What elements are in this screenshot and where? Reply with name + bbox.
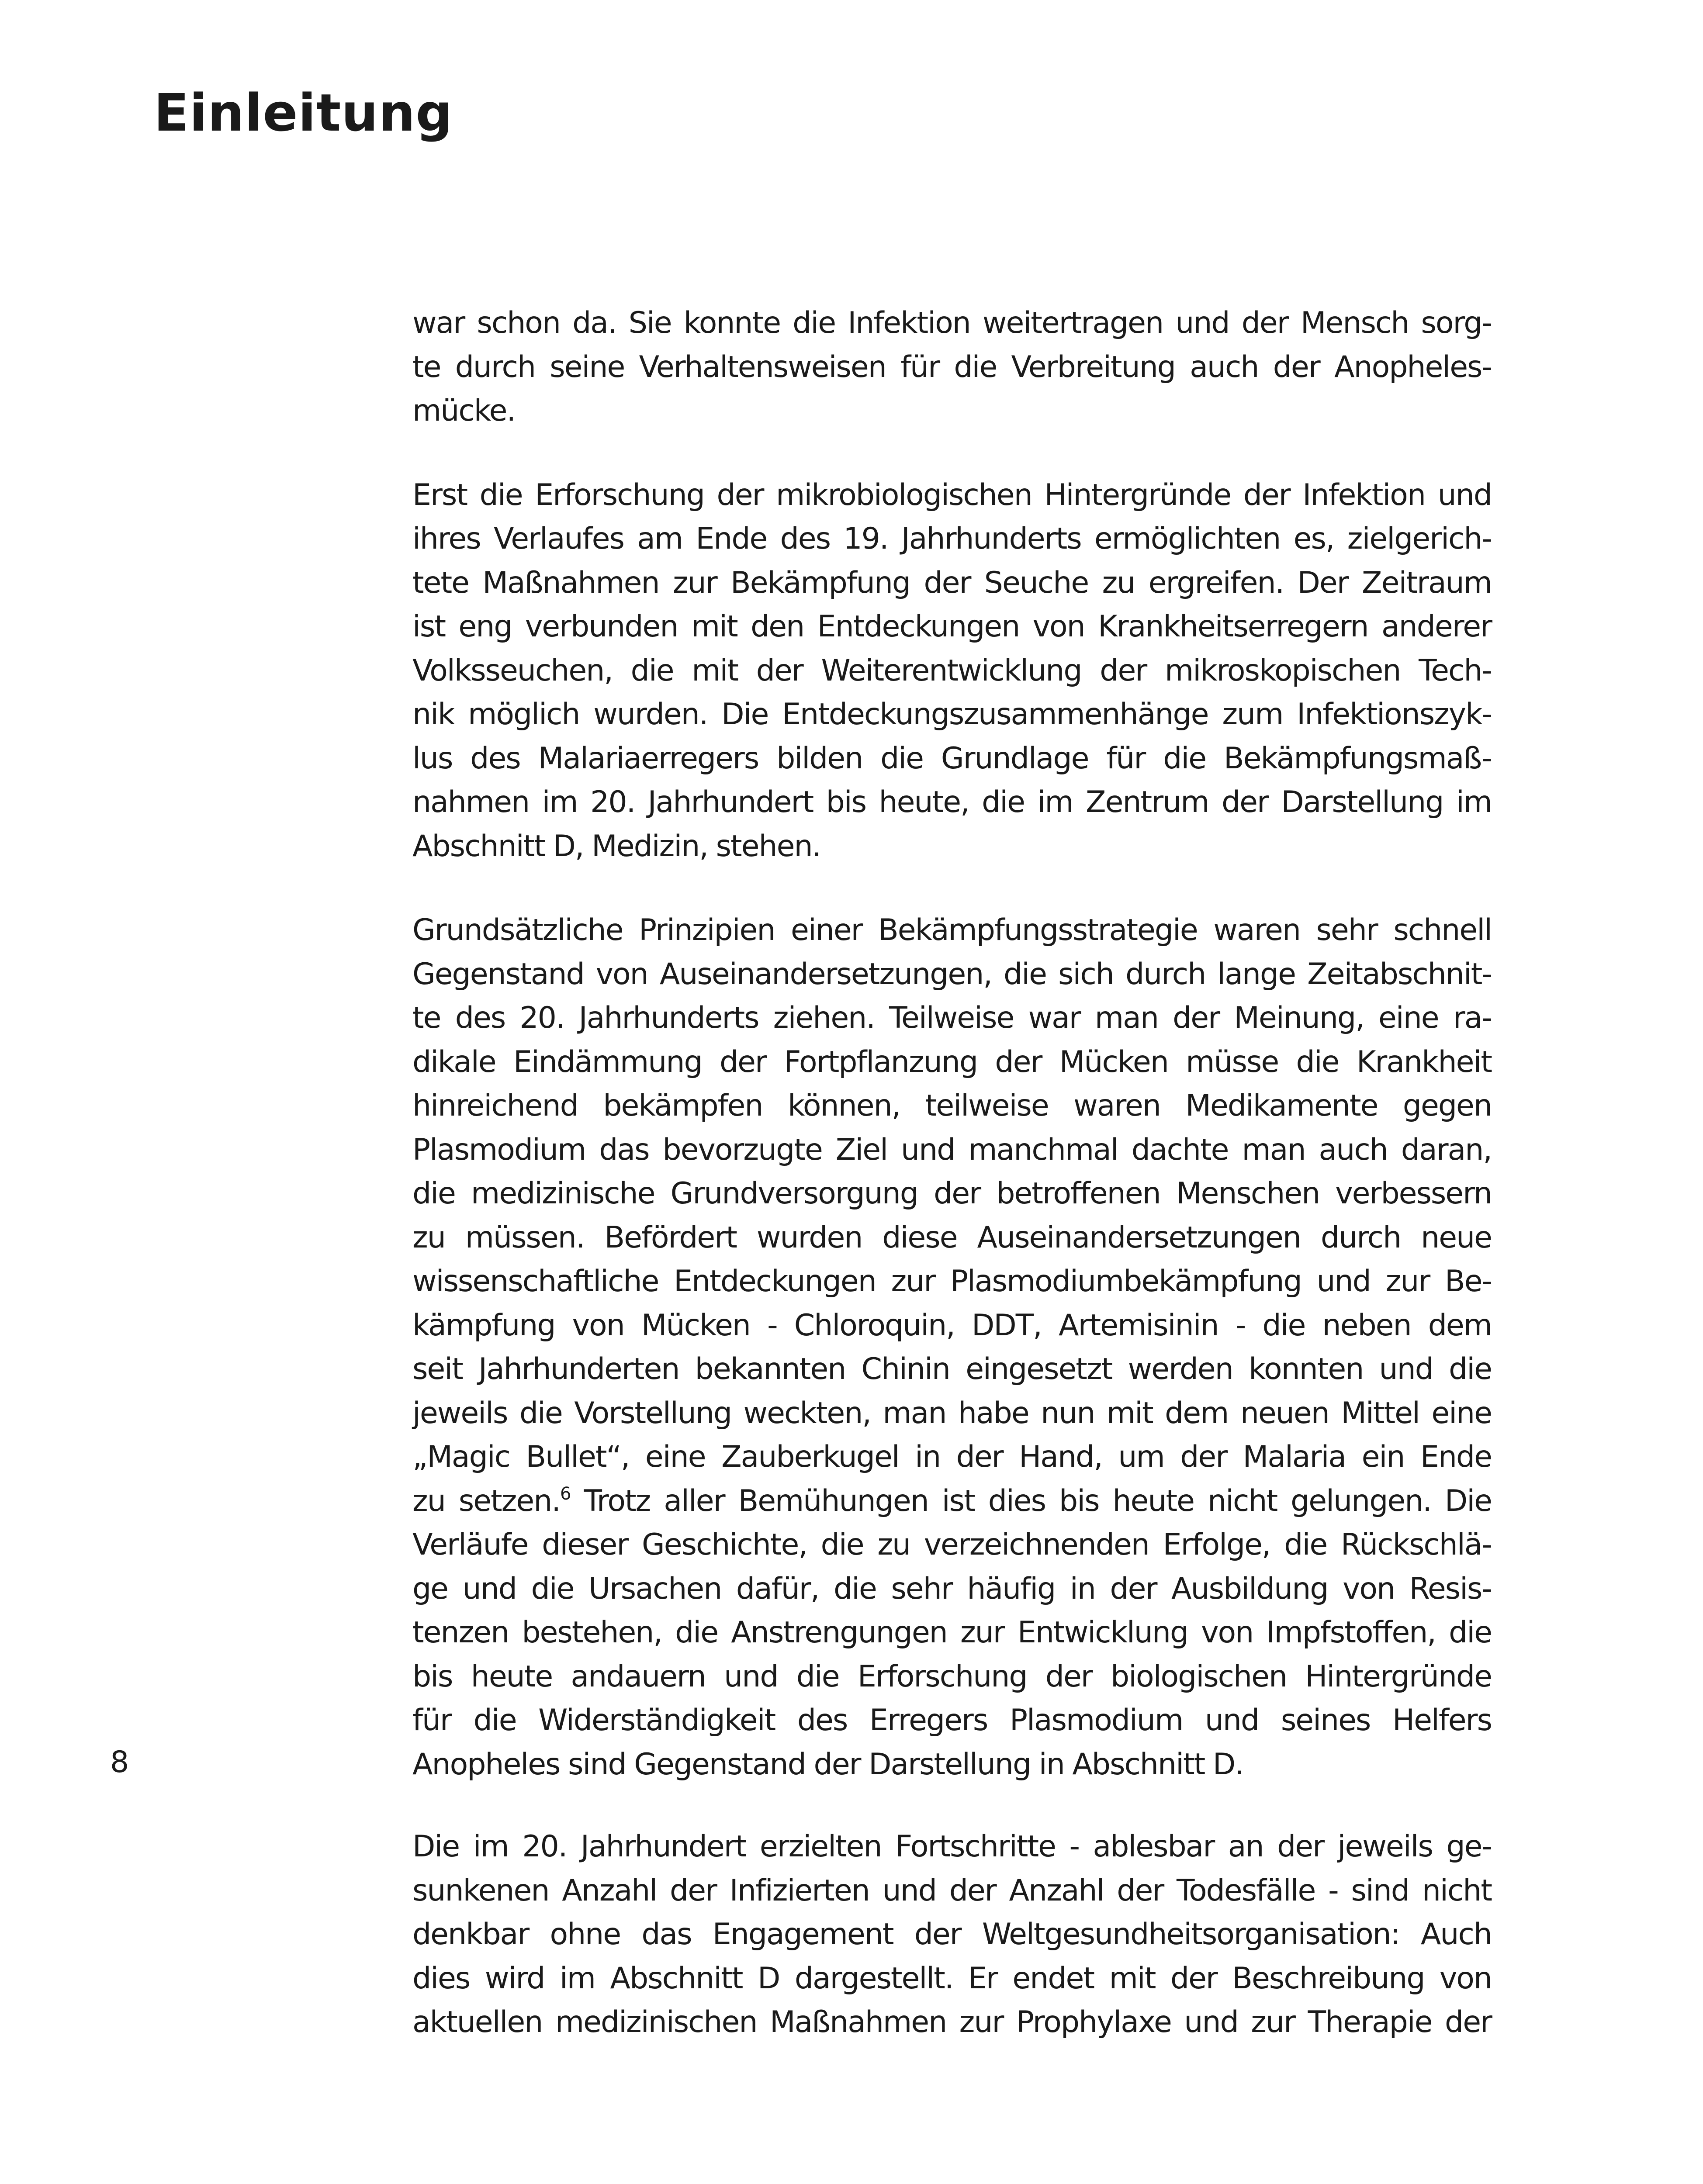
- text-line: nik möglich wurden. Die Entdeckungszusammenhänge zum Infektionszyk-: [412, 697, 1492, 732]
- text-line: hinreichend bekämpfen können, teilweise waren Medikamente gegen: [412, 1089, 1492, 1123]
- text-line: aktuellen medizinischen Maßnahmen zur Prophylaxe und zur Therapie der: [412, 2005, 1492, 2039]
- text-line: war schon da. Sie konnte die Infektion weitertragen und der Mensch sorg-: [412, 306, 1492, 340]
- text-line: zu müssen. Befördert wurden diese Auseinandersetzungen durch neue: [412, 1220, 1492, 1255]
- text-line: sunkenen Anzahl der Infizierten und der Anzahl der Todesfälle - sind nicht: [412, 1873, 1492, 1908]
- text-line: für die Widerständigkeit des Erregers Plasmodium und seines Helfers: [412, 1703, 1492, 1738]
- page-number: 8: [110, 1745, 129, 1780]
- paragraph-1: [412, 301, 1492, 433]
- footnote-marker: 6: [560, 1483, 571, 1504]
- text-line: jeweils die Vorstellung weckten, man habe nun mit dem neuen Mittel eine: [412, 1396, 1492, 1431]
- text-line: Die im 20. Jahrhundert erzielten Fortschritte - ablesbar an der jeweils ge-: [412, 1829, 1492, 1864]
- text-line: nahmen im 20. Jahrhundert bis heute, die im Zentrum der Darstellung im: [412, 785, 1492, 819]
- text-line: Grundsätzliche Prinzipien einer Bekämpfungsstrategie waren sehr schnell: [412, 913, 1492, 947]
- text-line: Verläufe dieser Geschichte, die zu verzeichnenden Erfolge, die Rückschlä-: [412, 1527, 1492, 1562]
- paragraph-2: [412, 473, 1492, 869]
- text-line: Plasmodium das bevorzugte Ziel und manchmal dachte man auch daran,: [412, 1132, 1492, 1167]
- paragraph-4: [412, 1825, 1492, 2045]
- text-line: die medizinische Grundversorgung der betroffenen Menschen verbessern: [412, 1176, 1492, 1211]
- body-text: [412, 301, 1492, 2045]
- paragraph-3: [412, 909, 1492, 1787]
- footnote-text-before: zu setzen.: [412, 1483, 560, 1518]
- text-line: denkbar ohne das Engagement der Weltgesundheitsorganisation: Auch: [412, 1917, 1492, 1952]
- text-line: wissenschaftliche Entdeckungen zur Plasmodiumbekämpfung und zur Be-: [412, 1264, 1492, 1299]
- text-line: te durch seine Verhaltensweisen für die Verbreitung auch der Anopheles-: [412, 349, 1492, 384]
- text-line: Anopheles sind Gegenstand der Darstellung in Abschnitt D.: [412, 1747, 1243, 1782]
- text-line: te des 20. Jahrhunderts ziehen. Teilweise war man der Meinung, eine ra-: [412, 1001, 1492, 1035]
- text-line: ge und die Ursachen dafür, die sehr häufig in der Ausbildung von Resis-: [412, 1571, 1492, 1606]
- text-line: bis heute andauern und die Erforschung der biologischen Hintergründe: [412, 1659, 1492, 1694]
- text-line: tenzen bestehen, die Anstrengungen zur Entwicklung von Impfstoffen, die: [412, 1615, 1492, 1650]
- text-line: Abschnitt D, Medizin, stehen.: [412, 829, 821, 864]
- text-line-with-footnote: [412, 1479, 1492, 1524]
- text-line: Gegenstand von Auseinandersetzungen, die sich durch lange Zeitabschnit-: [412, 957, 1492, 992]
- text-line: mücke.: [412, 394, 516, 428]
- chapter-title: Einleitung: [154, 83, 453, 143]
- text-line: lus des Malariaerregers bilden die Grundlage für die Bekämpfungsmaß-: [412, 741, 1492, 776]
- text-line: ist eng verbunden mit den Entdeckungen von Krankheitserregern anderer: [412, 609, 1492, 644]
- text-line: „Magic Bullet“, eine Zauberkugel in der Hand, um der Malaria ein Ende: [412, 1440, 1492, 1474]
- footnote-text-after: Trotz aller Bemühungen ist dies bis heute nicht gelungen. Die: [570, 1483, 1492, 1518]
- text-line: ihres Verlaufes am Ende des 19. Jahrhunderts ermöglichten es, zielgerich-: [412, 522, 1492, 556]
- text-line: Volksseuchen, die mit der Weiterentwicklung der mikroskopischen Tech-: [412, 653, 1492, 688]
- text-line: Erst die Erforschung der mikrobiologischen Hintergründe der Infektion und: [412, 477, 1492, 512]
- text-line: tete Maßnahmen zur Bekämpfung der Seuche zu ergreifen. Der Zeitraum: [412, 565, 1492, 600]
- text-line: dikale Eindämmung der Fortpflanzung der Mücken müsse die Krankheit: [412, 1044, 1492, 1079]
- text-line: dies wird im Abschnitt D dargestellt. Er endet mit der Beschreibung von: [412, 1961, 1492, 1996]
- text-line: kämpfung von Mücken - Chloroquin, DDT, Artemisinin - die neben dem: [412, 1308, 1492, 1343]
- text-line: seit Jahrhunderten bekannten Chinin eingesetzt werden konnten und die: [412, 1352, 1492, 1386]
